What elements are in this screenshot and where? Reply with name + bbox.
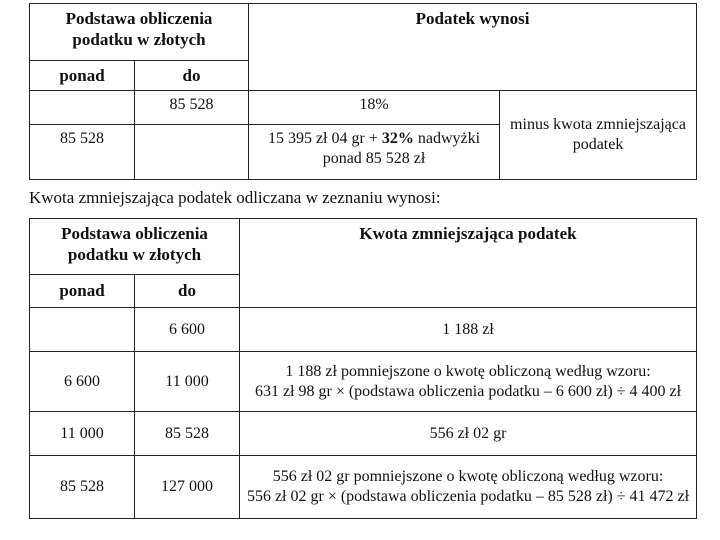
table-row-over [30, 308, 135, 352]
bracket1-to: 85 528 [135, 91, 249, 125]
bracket1-tax: 18% [249, 91, 500, 125]
table-row-to: 127 000 [135, 456, 240, 519]
table-row-over: 6 600 [30, 352, 135, 412]
bracket2-to [135, 125, 249, 180]
bracket1-over [30, 91, 135, 125]
table-row-over: 85 528 [30, 456, 135, 519]
tax-rate-table [29, 3, 697, 180]
tax-amount-header: Podatek wynosi [249, 4, 697, 91]
col-to-header: do [135, 275, 240, 308]
table-row-amount: 1 188 zł [240, 308, 697, 352]
reducing-amount-table [29, 218, 697, 519]
reduce-base-header: Podstawa obliczenia podatku w złotych [30, 219, 240, 275]
bracket2-over: 85 528 [30, 125, 135, 180]
table-row-over: 11 000 [30, 412, 135, 456]
table-row-amount: 1 188 zł pomniejszone o kwotę obliczoną według wzoru: 631 zł 98 gr × (podstawa obliczenia podatku – 6 600 zł) ÷ 4 400 zł [240, 352, 697, 412]
col-over-header: ponad [30, 275, 135, 308]
table-row-to: 85 528 [135, 412, 240, 456]
bracket2-rate: 32% [381, 130, 414, 147]
col-to-header: do [135, 61, 249, 91]
tax-base-header: Podstawa obliczenia podatku w złotych [30, 4, 249, 61]
table-row-amount: 556 zł 02 gr [240, 412, 697, 456]
reducing-amount-note: minus kwota zmniejszająca podatek [500, 91, 697, 180]
table-row-to: 6 600 [135, 308, 240, 352]
table-row-to: 11 000 [135, 352, 240, 412]
bracket2-tax: 15 395 zł 04 gr + 32% nadwyżki ponad 85 528 zł [249, 125, 500, 180]
reducing-amount-intro: Kwota zmniejszająca podatek odliczana w zeznaniu wynosi: [29, 188, 441, 207]
col-over-header: ponad [30, 61, 135, 91]
table-row-amount: 556 zł 02 gr pomniejszone o kwotę obliczoną według wzoru: 556 zł 02 gr × (podstawa obliczenia podatku – 85 528 zł) ÷ 41 472 zł [240, 456, 697, 519]
reduce-amount-header: Kwota zmniejszająca podatek [240, 219, 697, 308]
